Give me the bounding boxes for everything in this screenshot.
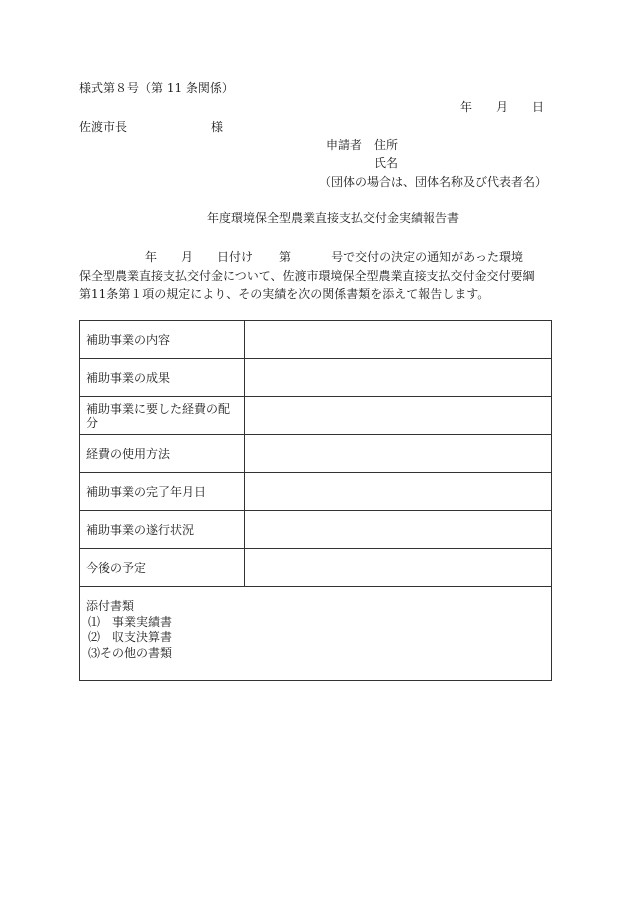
body-month: 月 <box>181 250 194 264</box>
attachment-item: ⑵ 収支決算書 <box>88 630 173 644</box>
attachments-row <box>80 587 552 681</box>
body-dated: 日付け <box>217 250 254 264</box>
organization-note: （団体の場合は、団体名称及び代表者名） <box>319 175 548 189</box>
row-label: 補助事業の成果 <box>80 359 245 397</box>
row-label: 補助事業の内容 <box>80 321 245 359</box>
attachment-item: ⑴ 事業実績書 <box>88 614 173 629</box>
date-year-label: 年 <box>460 100 473 114</box>
table-row <box>80 435 552 473</box>
table-row <box>80 473 552 511</box>
body-line-1 <box>79 248 549 267</box>
date-month-label: 月 <box>496 100 509 114</box>
attachment-item: ⑶その他の書類 <box>88 645 173 660</box>
body-line-1-rest: 号で交付の決定の通知があった環境 <box>331 250 523 264</box>
applicant-address-label: 申請者 住所 <box>326 138 399 152</box>
row-value-field[interactable] <box>245 359 552 397</box>
table-row <box>80 321 552 359</box>
row-value-field[interactable] <box>245 435 552 473</box>
row-value-field[interactable] <box>245 397 552 435</box>
table-row <box>80 397 552 435</box>
form-number: 様式第８号（第 11 条関係） <box>79 81 234 95</box>
row-label: 経費の使用方法 <box>80 435 245 473</box>
row-value-field[interactable] <box>245 473 552 511</box>
body-number-prefix: 第 <box>279 250 292 264</box>
addressee-line <box>79 121 223 133</box>
row-label: 補助事業の遂行状況 <box>80 511 245 549</box>
table-row <box>80 549 552 587</box>
row-value-field[interactable] <box>245 511 552 549</box>
body-line-3: 第11条第１項の規定により、その実績を次の関係書類を添えて報告します。 <box>79 287 490 301</box>
row-label: 補助事業の完了年月日 <box>80 473 245 511</box>
date-day-label: 日 <box>532 100 545 114</box>
body-line-2: 保全型農業直接支払交付金について、佐渡市環境保全型農業直接支払交付金交付要綱 <box>79 268 535 283</box>
attachments-cell <box>80 587 552 681</box>
table-row <box>80 511 552 549</box>
table-row <box>80 359 552 397</box>
body-year: 年 <box>145 250 158 264</box>
addressee: 佐渡市長 <box>79 120 128 134</box>
report-table <box>79 320 552 681</box>
row-label: 今後の予定 <box>80 549 245 587</box>
row-value-field[interactable] <box>245 321 552 359</box>
body-paragraph <box>79 248 549 304</box>
row-label: 補助事業に要した経費の配分 <box>80 397 245 435</box>
document-title: 年度環境保全型農業直接支払交付金実績報告書 <box>207 211 460 225</box>
date-line <box>460 101 544 113</box>
honorific: 様 <box>211 120 224 134</box>
attachments-title: 添付書類 <box>86 599 135 613</box>
row-value-field[interactable] <box>245 549 552 587</box>
applicant-name-label: 氏名 <box>374 156 399 170</box>
